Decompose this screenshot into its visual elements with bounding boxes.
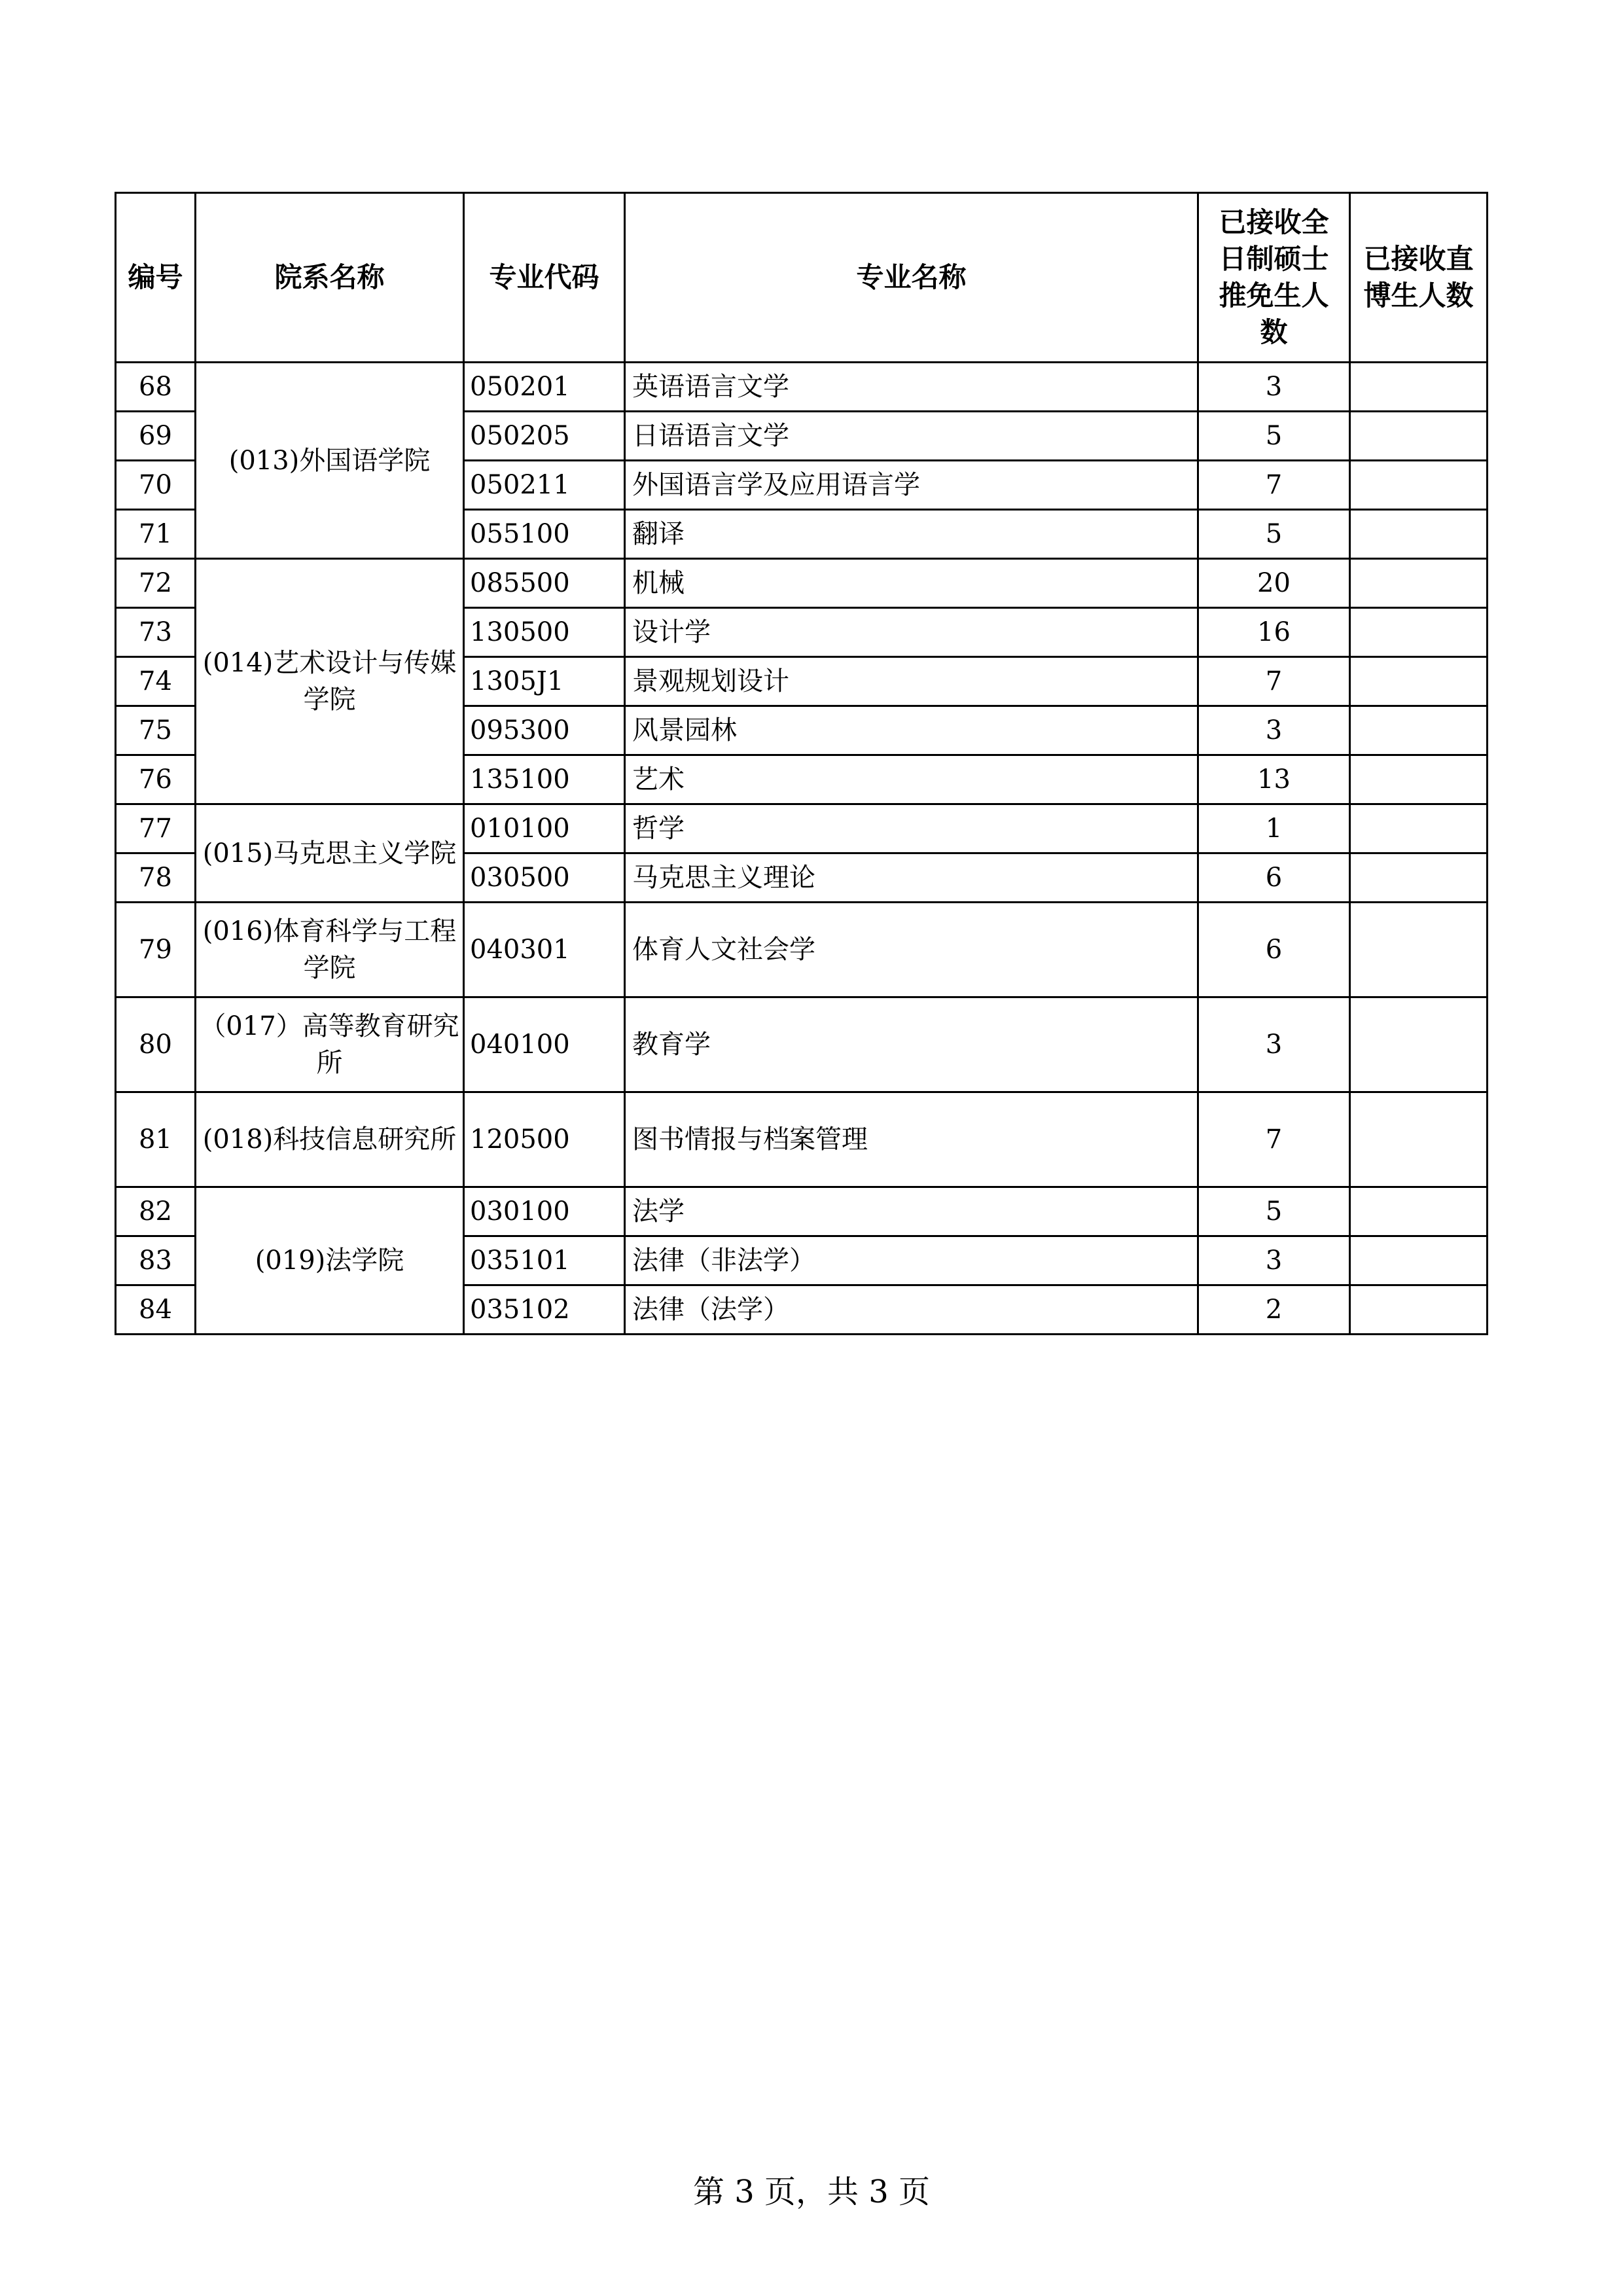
row-num: 84 xyxy=(116,1285,196,1335)
major-name: 哲学 xyxy=(625,804,1198,853)
major-code: 1305J1 xyxy=(464,657,625,706)
header-code: 专业代码 xyxy=(464,193,625,363)
major-name: 法律（法学） xyxy=(625,1285,1198,1335)
phd-count xyxy=(1350,1092,1488,1187)
major-code: 035102 xyxy=(464,1285,625,1335)
major-name: 体育人文社会学 xyxy=(625,903,1198,997)
major-code: 055100 xyxy=(464,510,625,559)
header-name: 专业名称 xyxy=(625,193,1198,363)
major-name: 景观规划设计 xyxy=(625,657,1198,706)
master-count: 13 xyxy=(1198,755,1350,804)
dept-cell: (014)艺术设计与传媒学院 xyxy=(196,559,464,804)
master-count: 3 xyxy=(1198,997,1350,1092)
major-code: 085500 xyxy=(464,559,625,608)
dept-cell: (019)法学院 xyxy=(196,1187,464,1335)
row-num: 73 xyxy=(116,608,196,657)
major-code: 010100 xyxy=(464,804,625,853)
phd-count xyxy=(1350,755,1488,804)
major-name: 马克思主义理论 xyxy=(625,853,1198,903)
row-num: 81 xyxy=(116,1092,196,1187)
table-row xyxy=(116,804,1488,853)
row-num: 80 xyxy=(116,997,196,1092)
major-name: 英语语言文学 xyxy=(625,363,1198,412)
row-num: 75 xyxy=(116,706,196,755)
major-code: 050205 xyxy=(464,412,625,461)
phd-count xyxy=(1350,657,1488,706)
phd-count xyxy=(1350,903,1488,997)
master-count: 7 xyxy=(1198,461,1350,510)
phd-count xyxy=(1350,1236,1488,1285)
major-name: 机械 xyxy=(625,559,1198,608)
major-code: 050201 xyxy=(464,363,625,412)
row-num: 83 xyxy=(116,1236,196,1285)
dept-cell: (013)外国语学院 xyxy=(196,363,464,559)
master-count: 16 xyxy=(1198,608,1350,657)
major-code: 035101 xyxy=(464,1236,625,1285)
table-row xyxy=(116,1187,1488,1236)
phd-count xyxy=(1350,706,1488,755)
phd-count xyxy=(1350,461,1488,510)
major-name: 法学 xyxy=(625,1187,1198,1236)
master-count: 5 xyxy=(1198,510,1350,559)
phd-count xyxy=(1350,997,1488,1092)
major-name: 风景园林 xyxy=(625,706,1198,755)
major-code: 040100 xyxy=(464,997,625,1092)
row-num: 72 xyxy=(116,559,196,608)
master-count: 3 xyxy=(1198,363,1350,412)
page-footer: 第 3 页，共 3 页 xyxy=(692,2174,931,2210)
phd-count xyxy=(1350,1285,1488,1335)
row-num: 71 xyxy=(116,510,196,559)
major-name: 艺术 xyxy=(625,755,1198,804)
row-num: 76 xyxy=(116,755,196,804)
major-name: 图书情报与档案管理 xyxy=(625,1092,1198,1187)
major-code: 095300 xyxy=(464,706,625,755)
row-num: 82 xyxy=(116,1187,196,1236)
header-phd-count: 已接收直博生人数 xyxy=(1350,193,1488,363)
master-count: 6 xyxy=(1198,903,1350,997)
master-count: 3 xyxy=(1198,1236,1350,1285)
master-count: 6 xyxy=(1198,853,1350,903)
major-code: 030100 xyxy=(464,1187,625,1236)
master-count: 5 xyxy=(1198,412,1350,461)
major-name: 教育学 xyxy=(625,997,1198,1092)
master-count: 2 xyxy=(1198,1285,1350,1335)
dept-cell: (016)体育科学与工程学院 xyxy=(196,903,464,997)
master-count: 3 xyxy=(1198,706,1350,755)
row-num: 68 xyxy=(116,363,196,412)
row-num: 78 xyxy=(116,853,196,903)
table-row xyxy=(116,903,1488,997)
major-name: 翻译 xyxy=(625,510,1198,559)
row-num: 74 xyxy=(116,657,196,706)
phd-count xyxy=(1350,510,1488,559)
major-name: 日语语言文学 xyxy=(625,412,1198,461)
master-count: 7 xyxy=(1198,1092,1350,1187)
major-code: 050211 xyxy=(464,461,625,510)
dept-cell: (015)马克思主义学院 xyxy=(196,804,464,903)
major-name: 外国语言学及应用语言学 xyxy=(625,461,1198,510)
major-name: 法律（非法学） xyxy=(625,1236,1198,1285)
header-master-count: 已接收全日制硕士推免生人数 xyxy=(1198,193,1350,363)
table-row xyxy=(116,1092,1488,1187)
header-dept: 院系名称 xyxy=(196,193,464,363)
dept-cell: (018)科技信息研究所 xyxy=(196,1092,464,1187)
phd-count xyxy=(1350,853,1488,903)
master-count: 7 xyxy=(1198,657,1350,706)
phd-count xyxy=(1350,804,1488,853)
table-row xyxy=(116,363,1488,412)
major-code: 030500 xyxy=(464,853,625,903)
major-code: 130500 xyxy=(464,608,625,657)
table-row xyxy=(116,997,1488,1092)
admissions-table xyxy=(115,192,1488,1335)
phd-count xyxy=(1350,412,1488,461)
master-count: 1 xyxy=(1198,804,1350,853)
phd-count xyxy=(1350,608,1488,657)
header-num: 编号 xyxy=(116,193,196,363)
phd-count xyxy=(1350,363,1488,412)
table-row xyxy=(116,559,1488,608)
major-code: 040301 xyxy=(464,903,625,997)
row-num: 69 xyxy=(116,412,196,461)
header-row xyxy=(116,193,1488,363)
master-count: 20 xyxy=(1198,559,1350,608)
phd-count xyxy=(1350,559,1488,608)
master-count: 5 xyxy=(1198,1187,1350,1236)
major-code: 135100 xyxy=(464,755,625,804)
phd-count xyxy=(1350,1187,1488,1236)
row-num: 77 xyxy=(116,804,196,853)
major-code: 120500 xyxy=(464,1092,625,1187)
dept-cell: （017）高等教育研究所 xyxy=(196,997,464,1092)
row-num: 70 xyxy=(116,461,196,510)
row-num: 79 xyxy=(116,903,196,997)
major-name: 设计学 xyxy=(625,608,1198,657)
